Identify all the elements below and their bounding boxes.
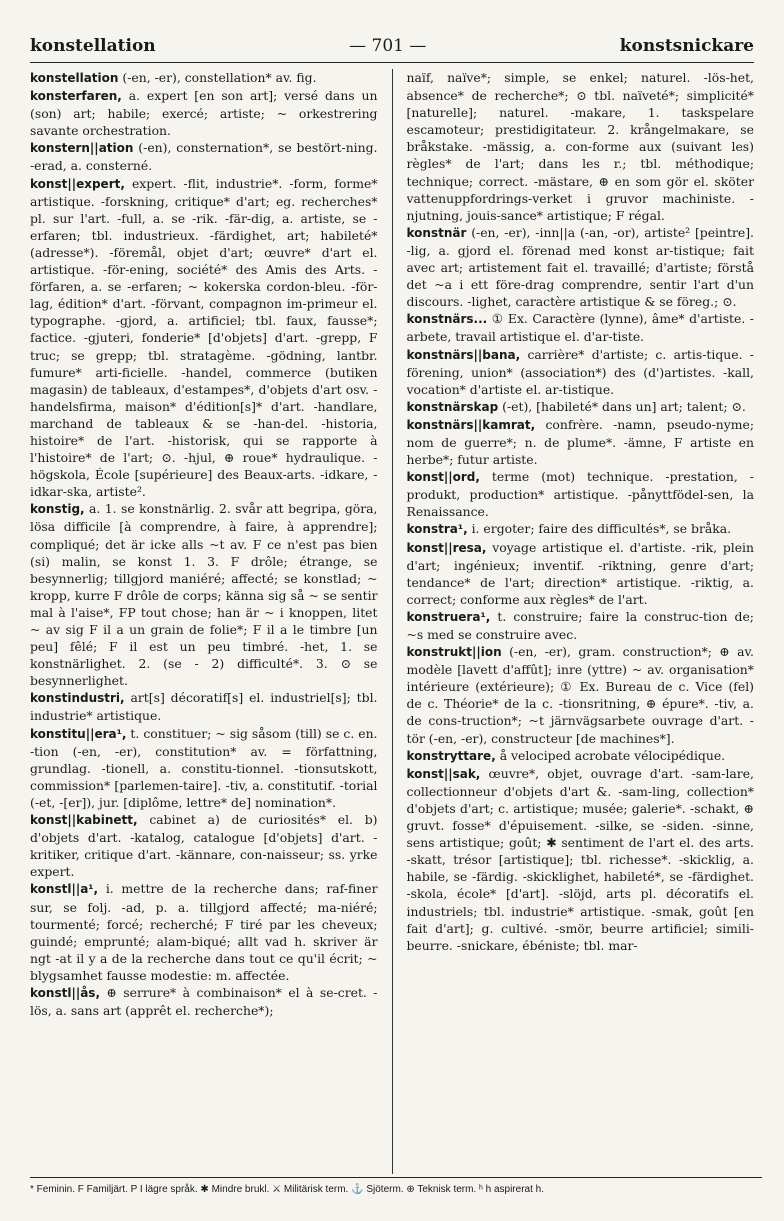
dictionary-entry [30, 984, 378, 1019]
dictionary-entry [30, 175, 378, 501]
entry-definition: (-en, -er), gram. construction*; ⊕ av. modèle [lavett d'affût]; inre (yttre) ~ av. organisation* intérieure (extérieure); ① Ex. Bureau de c. Vice (fel) de c. Théorie* de la c. -tionsritning, ⊕ épure*. -tiv, a. de cons-truction*; ~t järnvägsarbete ouvrage d'art. -tör (-en, -er), constructeur [de machines*]. [406, 644, 754, 746]
entry-definition: naïf, naïve*; simple, se enkel; naturel. -lös-het, absence* de recherche*; ⊙ tbl. naïveté*; simplicité* [naturelle]; naturel. -makare, 1. taskspelare escamoteur; prestidigitateur. 2. krångelmakare, se bråkstake. -mässig, a. con-forme aux (suivant les) règles* de l'art; dans les r.; tbl. méthodique; technique; correct. -mästare, ⊕ en som gör el. sköter vattenuppfordrings-verket i gruvor machiniste. -njutning, jouis-sance* artistique; F régal. [406, 70, 754, 223]
entry-definition: (-et), [habileté* dans un] art; talent; ⊙. [498, 398, 746, 414]
entry-headword: konstnärskap [406, 399, 499, 414]
entry-headword: konstra¹, [406, 522, 468, 537]
entry-definition: voyage artistique el. d'artiste. -rik, plein d'art; ingénieux; inventif. -riktning, genre d'art; tendance* de l'art; direction* artistique. -riktig, a. correct; conforme aux règles* de l'art. [406, 539, 754, 607]
dictionary-entry [30, 689, 378, 724]
entry-definition: terme (mot) technique. -prestation, -produkt, production* artistique. -pånyttfödel-sen, la Renaissance. [406, 469, 754, 520]
dictionary-entry [30, 880, 378, 984]
entry-definition: ① Ex. Caractère (lynne), âme* d'artiste. -arbete, travail artistique el. d'ar-tiste. [406, 311, 754, 345]
entry-definition: (-en, -er), -inn||a (-an, -or), artiste² [peintre]. -lig, a. gjord el. förenad med konst ar-tistique; fait avec art; artistement fait el. travaillé; d'artiste; förstå det ~a i ett före-drag comprendre, sentir l'art d'un discours. -lighet, caractère artistique & se föreg.; ⊙. [406, 224, 754, 310]
dictionary-entry [30, 139, 378, 174]
entry-definition: ⊕ serrure* à combinaison* el à se-cret. -lös, a. sans art (apprêt el. recherche*); [30, 984, 378, 1019]
entry-definition: t. constituer; ~ sig såsom (till) se c. en. -tion (-en, -er), constitution* av. = författning, grundlag. -tionell, a. constitu-tionnel. -tionsutskott, commission* [parlemen-taire]. -tiv, a. constitutif. -torial (-et, -[er]), jur. [diplôme, lettre* de] nomination*. [30, 725, 378, 810]
entry-headword: konstl||a¹, [30, 882, 99, 897]
entry-headword: konstitu||era¹, [30, 726, 127, 741]
entry-definition: cabinet a) de curiosités* el. b) d'objets d'art. -katalog, catalogue [d'objets] d'art. -kritiker, critique d'art. -kännare, con-naisseur; ss. yrke expert. [30, 812, 378, 880]
entry-headword: konstnärs||bana, [406, 347, 521, 362]
column-divider [392, 69, 393, 1174]
entry-headword: konstrukt||ion [406, 645, 502, 660]
entry-definition: œuvre*, objet, ouvrage d'art. -sam-lare, collectionneur d'objets d'art &. -sam-ling, collection* d'objets d'art; c. artistique; musée; galerie*. -schakt, ⊕ gruvt. fosse* d'épuisement. -silke, se -siden. -sinne, sens artistique; goût; ✱ sentiment de l'art el. des arts. -skatt, trésor [artistique]; tbl. richesse*. -skicklig, a. habile, se -färdig. -skicklighet, habileté*, se -färdighet. -skola, école* [d'art]. -slöjd, arts pl. décoratifs el. industriels; tbl. industrie* artistique. -smak, goût [en fait d'art]; g. cultivé. -smör, beurre artificiel; simili-beurre. -snickare, ébéniste; tbl. mar- [406, 765, 754, 953]
dictionary-entry [30, 69, 378, 87]
entry-headword: konstruera¹, [406, 609, 491, 624]
entry-definition: i. mettre de la recherche dans; raf-finer sur, se folj. -ad, p. a. tillgjord affecté; ma-niéré; tourmenté; forcé; recherché; F tiré par les cheveux; guindé; emprunté; alam-biqué; allt vad h. skriver är ngt -at il y a de la recherche dans tout ce qu'il écrit; ~ blygsamhet fausse modestie: m. affectée. [30, 881, 378, 983]
entry-headword: konst||ord, [406, 470, 480, 485]
entry-headword: konstig, [30, 502, 85, 517]
dictionary-entry [407, 310, 755, 345]
dictionary-entry [407, 520, 755, 538]
header-right-guide-word: konstsnickare [619, 36, 754, 56]
dictionary-entry [30, 87, 378, 139]
dictionary-entry [407, 539, 755, 608]
entry-definition: a. 1. se konstnärlig. 2. svår att begripa, göra, lösa difficile [à comprendre, à faire, à apprendre]; compliqué; det är icke alls ~t av. F ce n'est pas bien (si) malin, se konst 1. 3. F drôle; étrange, se besynnerlig; tillgjord maniéré; affecté; se konstlad; ~ kropp, kurre F drôle de corps; känna sig så ~ se sentir mal à l'aise*, FP tout chose; han är ~ i knoppen, litet ~ av sig F il a un grain de folie*; F il a le timbre [un peu] fêlé; F il est un peu timbré. -het, 1. se konstnärlighet. 2. (se - 2) difficulté*. 3. ⊙ se besynnerlighet. [30, 501, 378, 689]
entry-definition: carrière* d'artiste; c. artis-tique. -förening, union* (association*) des (d')artistes. -kall, vocation* d'artiste el. ar-tistique. [406, 346, 754, 397]
entry-definition: a. expert [en son art]; versé dans un (son) art; habile; exercé; artiste; ~ orkestrering savante orchestration. [30, 88, 378, 139]
dictionary-entry [30, 725, 378, 811]
columns [30, 69, 754, 1174]
running-header [30, 36, 754, 56]
header-left-guide-word: konstellation [30, 36, 156, 56]
entry-headword: konstindustri, [30, 691, 125, 706]
entry-headword: konst||expert, [30, 176, 125, 191]
dictionary-entry [407, 416, 755, 468]
entry-headword: konstnärs... [406, 312, 488, 327]
dictionary-entry [407, 398, 755, 416]
entry-headword: konst||kabinett, [30, 813, 138, 828]
entry-definition: t. construire; faire la construc-tion de; ~s med se construire avec. [406, 608, 754, 642]
dictionary-entry [407, 224, 755, 310]
entry-definition: art[s] décoratif[s] el. industriel[s]; tbl. industrie* artistique. [30, 690, 378, 724]
entry-headword: konstryttare, [406, 748, 496, 763]
entry-definition: å velociped acrobate vélocipédique. [495, 747, 726, 763]
entry-headword: konstnärs||kamrat, [406, 417, 536, 432]
abbreviation-legend: * Feminin. F Familjärt. P I lägre språk. ✱ Mindre brukl. ⚔ Militärisk term. ⚓ Sjöterm. ⊕ Teknisk term. ʰ h aspirerat h. [30, 1177, 762, 1195]
entry-definition: i. ergoter; faire des difficultés*, se bråka. [467, 521, 732, 537]
entry-definition: (-en, -er), constellation* av. fig. [118, 70, 317, 85]
dictionary-entry [407, 765, 755, 954]
dictionary-entry [407, 69, 755, 224]
entry-headword: konsterfaren, [30, 89, 122, 104]
dictionary-entry [407, 346, 755, 398]
dictionary-entry [30, 811, 378, 880]
entry-headword: konst||sak, [406, 766, 481, 781]
entry-definition: expert. -flit, industrie*. -form, forme* artistique. -forskning, critique* d'art; eg. recherches* pl. sur l'art. -full, a. se -rik. -fär-dig, a. artiste, se -erfaren; tbl. industrieux. -färdighet, art; habileté* (adresse*). -föremål, objet d'art; œuvre* d'art el. artistique. -för-ening, société* des Amis des Arts. -förfaren, a. se -erfaren; ~ kokerska cordon-bleu. -för-lag, édition* d'art. -förvant, compagnon im-primeur el. typographe. -gjord, a. artificiel; tbl. faux, fausse*; factice. -gjuteri, fonderie* [d'objets] d'art. -grepp, F truc; se grepp; tbl. stratagème. -gödning, lantbr. fumure* arti-ficielle. -handel, commerce (butiken magasin) de tableaux, d'estampes*, d'objets d'art osv. -handelsfirma, maison* d'édition[s]* d'art. -handlare, marchand de tableaux & se -han-del. -historia, histoire* de l'art. -historisk, qui se rapporte à l'histoire* de l'art; ⊙. -hjul, ⊕ roue* hydraulique. -högskola, École [supérieure] des Beaux-arts. -idkare, -idkar-ska, artiste². [30, 175, 378, 500]
entry-definition: confrère. -namn, pseudo-nyme; nom de guerre*; n. de plume*. -ämne, F artiste en herbe*; futur artiste. [406, 416, 754, 468]
entry-headword: konstl||ås, [30, 985, 101, 1000]
page-number: — 701 — [349, 36, 427, 56]
dictionary-entry [407, 608, 755, 643]
right-column [407, 69, 755, 1174]
dictionary-entry [407, 643, 755, 747]
dictionary-entry [407, 468, 755, 520]
entry-headword: konstellation [30, 71, 119, 85]
header-rule [30, 62, 754, 63]
entry-headword: konst||resa, [406, 540, 487, 555]
dictionary-entry [30, 500, 378, 689]
entry-headword: konstnär [406, 225, 467, 240]
left-column [30, 69, 378, 1174]
dictionary-entry [407, 747, 755, 765]
entry-definition: (-en), consternation*, se bestört-ning. -erad, a. consterné. [30, 140, 378, 174]
entry-headword: konstern||ation [30, 141, 134, 156]
